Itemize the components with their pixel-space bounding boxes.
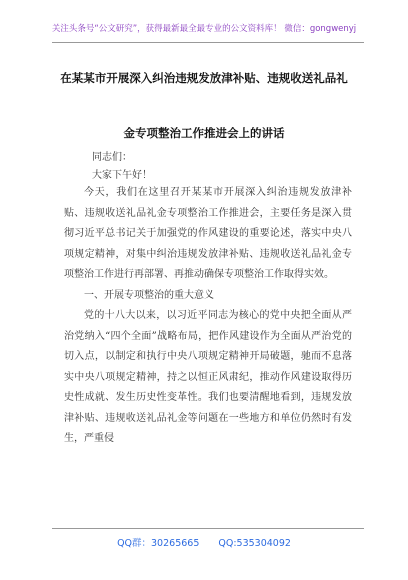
header-note: 关注头条号“公文研究”，获得最新最全最专业的公文资料库！ 微信：gongwenyj bbox=[51, 24, 357, 34]
document-title-line-2: 金专项整治工作推进会上的讲话 bbox=[123, 126, 285, 140]
body-paragraph-intro: 今天，我们在这里召开某某市开展深入纠治违规发放津补贴、违规收送礼品礼金专项整治工作推进会，主要任务是深入贯彻习近平总书记关于加强党的作风建设的重要论述，落实中央八项规定精神，对集中纠治违规发放津补贴、违规收送礼品礼金专项整治工作进行再部署、再推动确保专项整治工作取得实效。 bbox=[64, 187, 352, 280]
footer-divider bbox=[52, 528, 364, 529]
header-divider bbox=[52, 42, 364, 43]
document-body bbox=[64, 183, 352, 450]
section-heading-1: 一、开展专项整治的重大意义 bbox=[84, 289, 214, 301]
document-title-line-1: 在某某市开展深入纠治违规发放津补贴、违规收送礼品礼 bbox=[60, 71, 348, 85]
salutation: 同志们： bbox=[92, 152, 132, 163]
greeting-line: 大家下午好！ bbox=[92, 170, 152, 181]
body-paragraph-2: 党的十八大以来，以习近平同志为核心的党中央把全面从严治党纳入“四个全面”战略布局，把作风建设作为全面从严治党的切入点，以制定和执行中央八项规定精神开局破题，驰而不息落实中央八项规定精神，持之以恒正风肃纪，推动作风建设取得历史性成就、发生历史性变革性。我们也要清醒地看到，违规发放津补贴、违规收送礼品礼金等问题在一些地方和单位仍然时有发生，严重侵 bbox=[64, 310, 352, 444]
footer-contact: QQ群：30265665 QQ:535304092 bbox=[117, 538, 291, 549]
